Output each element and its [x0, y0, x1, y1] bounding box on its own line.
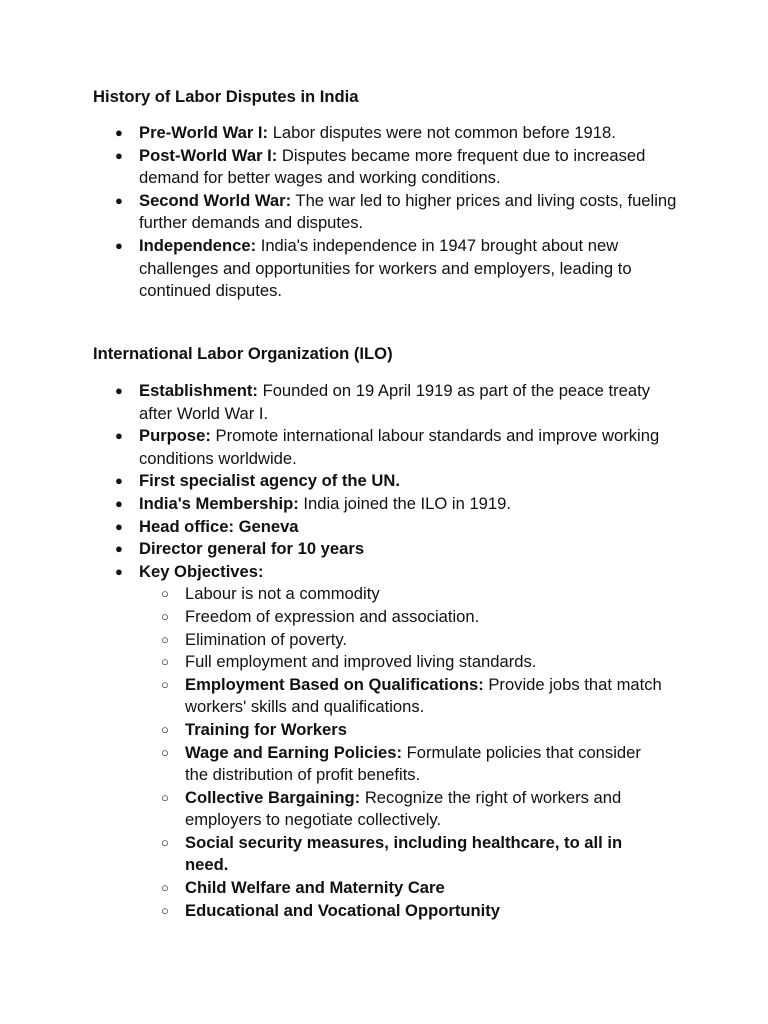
ilo-list	[139, 380, 679, 922]
item-text: Founded on 19 April 1919 as part of the peace treaty after World War I.	[139, 381, 651, 423]
item-text: The war led to higher prices and living costs, fueling further demands and disputes.	[139, 190, 677, 233]
list-item	[139, 190, 679, 235]
list-item	[139, 145, 679, 190]
item-label: India's Membership:	[139, 493, 299, 513]
sublist-item	[185, 629, 665, 652]
item-text: India's independence in 1947 brought about new challenges and opportunities for workers and employers, leading to continued disputes.	[139, 235, 632, 301]
list-item	[139, 425, 679, 470]
item-label: Key Objectives:	[139, 561, 264, 581]
item-label: Pre-World War I:	[139, 123, 269, 142]
item-text: Disputes became more frequent due to increased demand for better wages and working conditions.	[139, 145, 646, 188]
sublist-item	[185, 877, 665, 900]
subitem-label: Training for Workers	[185, 719, 347, 739]
subitem-label: Child Welfare and Maternity Care	[185, 878, 445, 898]
item-label: Second World War:	[139, 190, 292, 210]
item-label: Establishment:	[139, 381, 258, 400]
sublist-item	[185, 651, 665, 674]
section-heading-labor-disputes: History of Labor Disputes in India	[93, 87, 359, 106]
list-item	[139, 516, 679, 539]
subitem-label: Employment Based on Qualifications:	[185, 674, 484, 694]
list-item	[139, 470, 679, 493]
sublist-item	[185, 742, 665, 787]
sublist-item	[185, 900, 665, 923]
item-label: First specialist agency of the UN.	[139, 471, 400, 491]
sublist-item	[185, 787, 665, 832]
list-item	[139, 538, 679, 561]
list-item	[139, 493, 679, 516]
subitem-label: Collective Bargaining:	[185, 787, 361, 807]
list-item	[139, 122, 679, 145]
item-label: Director general for 10 years	[139, 539, 365, 559]
key-objectives-sublist	[139, 583, 665, 922]
sublist-item	[185, 674, 665, 719]
subitem-text: Labour is not a commodity	[185, 584, 380, 604]
list-item	[139, 235, 679, 303]
item-text: Promote international labour standards and improve working conditions worldwide.	[139, 426, 660, 468]
subitem-text: Elimination of poverty.	[185, 629, 348, 649]
list-item	[139, 380, 679, 425]
item-label: Post-World War I:	[139, 145, 278, 165]
item-label: Purpose:	[139, 426, 211, 446]
subitem-label: Educational and Vocational Opportunity	[185, 900, 500, 920]
subitem-label: Wage and Earning Policies:	[185, 742, 402, 762]
subitem-label: Social security measures, including healthcare, to all in need.	[185, 832, 623, 875]
section-heading-ilo: International Labor Organization (ILO)	[93, 344, 393, 363]
sublist-item	[185, 719, 665, 742]
subitem-text: Freedom of expression and association.	[185, 606, 480, 626]
item-text: India joined the ILO in 1919.	[298, 493, 511, 513]
subitem-text: Recognize the right of workers and employers to negotiate collectively.	[185, 787, 622, 830]
item-text: Labor disputes were not common before 1918.	[268, 123, 616, 142]
subitem-text: Full employment and improved living standards.	[185, 652, 537, 672]
subitem-text: Provide jobs that match workers' skills and qualifications.	[185, 674, 662, 717]
sublist-item	[185, 606, 665, 629]
item-label: Independence:	[139, 235, 257, 255]
sublist-item	[185, 832, 665, 877]
list-item-key-objectives	[139, 561, 679, 923]
item-label: Head office: Geneva	[139, 516, 299, 536]
sublist-item	[185, 583, 665, 606]
subitem-text: Formulate policies that consider the distribution of profit benefits.	[185, 742, 641, 785]
labor-disputes-list	[139, 122, 679, 303]
